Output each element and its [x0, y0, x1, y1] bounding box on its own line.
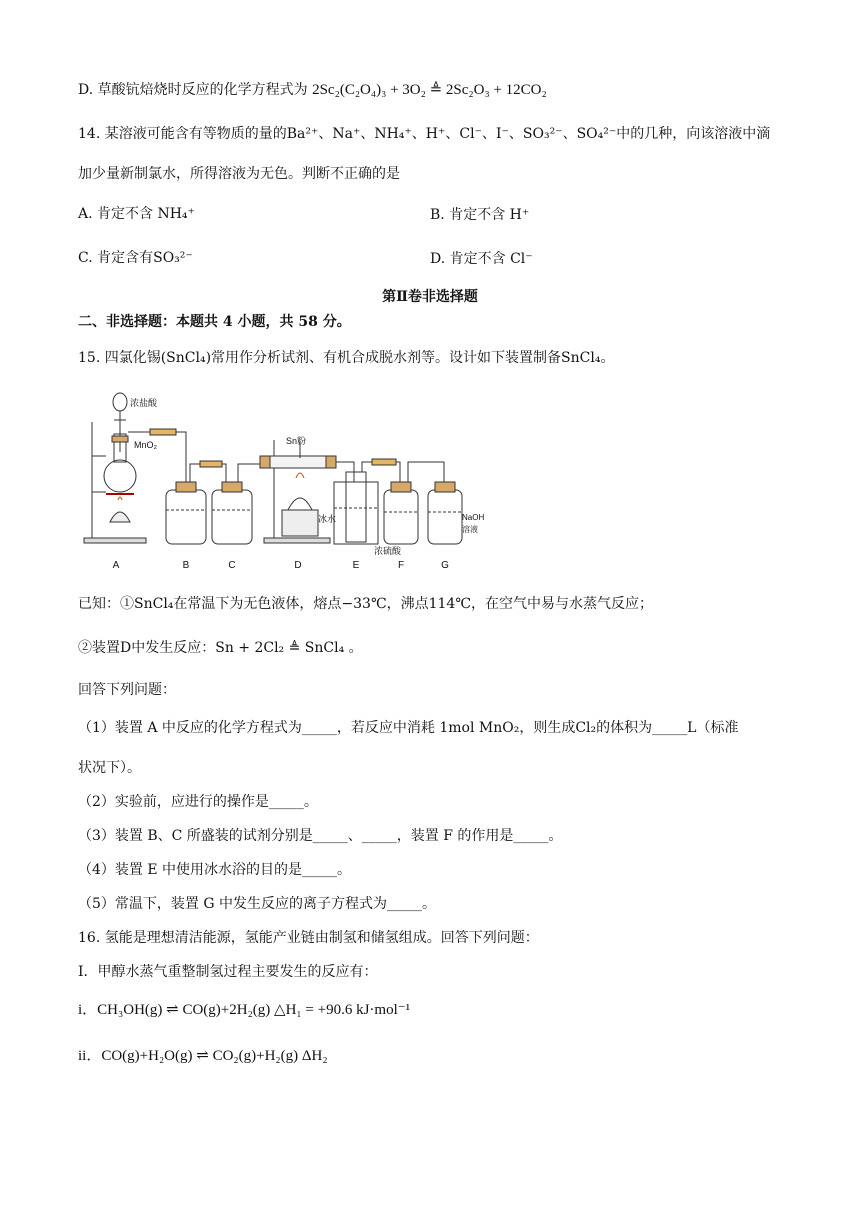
q15-sub1-line2: 状况下）。: [78, 760, 141, 776]
q16-reaction2: ii．CO(g)+H₂O(g) ⇌ CO₂(g)+H₂(g) ΔH₂: [78, 1048, 328, 1064]
q15-answer-prompt: 回答下列问题：: [78, 682, 176, 698]
q14-option-c: C. 肯定含有SO₃²⁻: [78, 250, 193, 266]
q14-stem-line2: 加少量新制氯水，所得溶液为无色。判断不正确的是: [78, 166, 400, 182]
letter-b: B: [182, 560, 190, 571]
section-subtitle: 二、非选择题：本题共 4 小题，共 58 分。: [78, 314, 351, 330]
letter-d: D: [294, 560, 302, 571]
q13-option-d-formula: 2Sc₂(C₂O₄)₃ + 3O₂ ≜ 2Sc₂O₃ + 12CO₂: [312, 82, 547, 98]
q16-reaction1: i．CH₃OH(g) ⇌ CO(g)+2H₂(g) △H₁ = +90.6 kJ·mol⁻¹: [78, 1002, 411, 1018]
letter-a: A: [112, 560, 120, 571]
apparatus-diagram: [78, 382, 485, 572]
q15-sub3: （3）装置 B、C 所盛装的试剂分别是_____、_____，装置 F 的作用是_____。: [78, 828, 563, 844]
label-hcl: 浓盐酸: [130, 398, 158, 408]
label-solution: 溶液: [462, 525, 478, 534]
q13-option-d: [78, 80, 547, 100]
q15-sub4: （4）装置 E 中使用冰水浴的目的是_____。: [78, 862, 352, 878]
q14-stem-line1: 14. 某溶液可能含有等物质的量的Ba²⁺、Na⁺、NH₄⁺、H⁺、Cl⁻、I⁻、SO₃²⁻、SO₄²⁻中的几种，向该溶液中滴: [78, 126, 771, 142]
label-h2so4: 浓硫酸: [374, 546, 402, 556]
q15-sub5: （5）常温下，装置 G 中发生反应的离子方程式为_____。: [78, 896, 436, 912]
q14-option-a: A. 肯定不含 NH₄⁺: [78, 206, 195, 222]
q16-stem: 16. 氢能是理想清洁能源，氢能产业链由制氢和储氢组成。回答下列问题：: [78, 930, 539, 946]
q14-option-d: D. 肯定不含 Cl⁻: [430, 251, 533, 267]
label-naoh: NaOH: [462, 513, 485, 522]
letter-f: F: [397, 560, 405, 571]
q15-sub2: （2）实验前，应进行的操作是_____。: [78, 794, 318, 810]
q14-option-b: B. 肯定不含 H⁺: [430, 207, 530, 223]
section-title: 第Ⅱ卷非选择题: [382, 289, 478, 305]
label-ice: 冰水: [318, 514, 337, 524]
q16-part1: Ⅰ．甲醇水蒸气重整制氢过程主要发生的反应有：: [78, 964, 378, 980]
label-mno2: MnO₂: [134, 440, 157, 450]
letter-c: C: [228, 560, 236, 571]
q15-known2: ②装置D中发生反应：Sn + 2Cl₂ ≜ SnCl₄ 。: [78, 640, 363, 656]
label-sn: Sn粉: [286, 436, 307, 446]
q15-stem: 15. 四氯化锡(SnCl₄)常用作分析试剂、有机合成脱水剂等。设计如下装置制备SnCl₄。: [78, 350, 615, 366]
q15-sub1-line1: （1）装置 A 中反应的化学方程式为_____，若反应中消耗 1mol MnO₂，则生成Cl₂的体积为_____L（标准: [78, 720, 739, 736]
letter-e: E: [352, 560, 360, 571]
letter-g: G: [441, 560, 449, 571]
q13-option-d-prefix: D. 草酸钪焙烧时反应的化学方程式为: [78, 82, 308, 98]
q15-known1: 已知：①SnCl₄在常温下为无色液体，熔点−33℃，沸点114℃，在空气中易与水蒸气反应；: [78, 596, 653, 612]
